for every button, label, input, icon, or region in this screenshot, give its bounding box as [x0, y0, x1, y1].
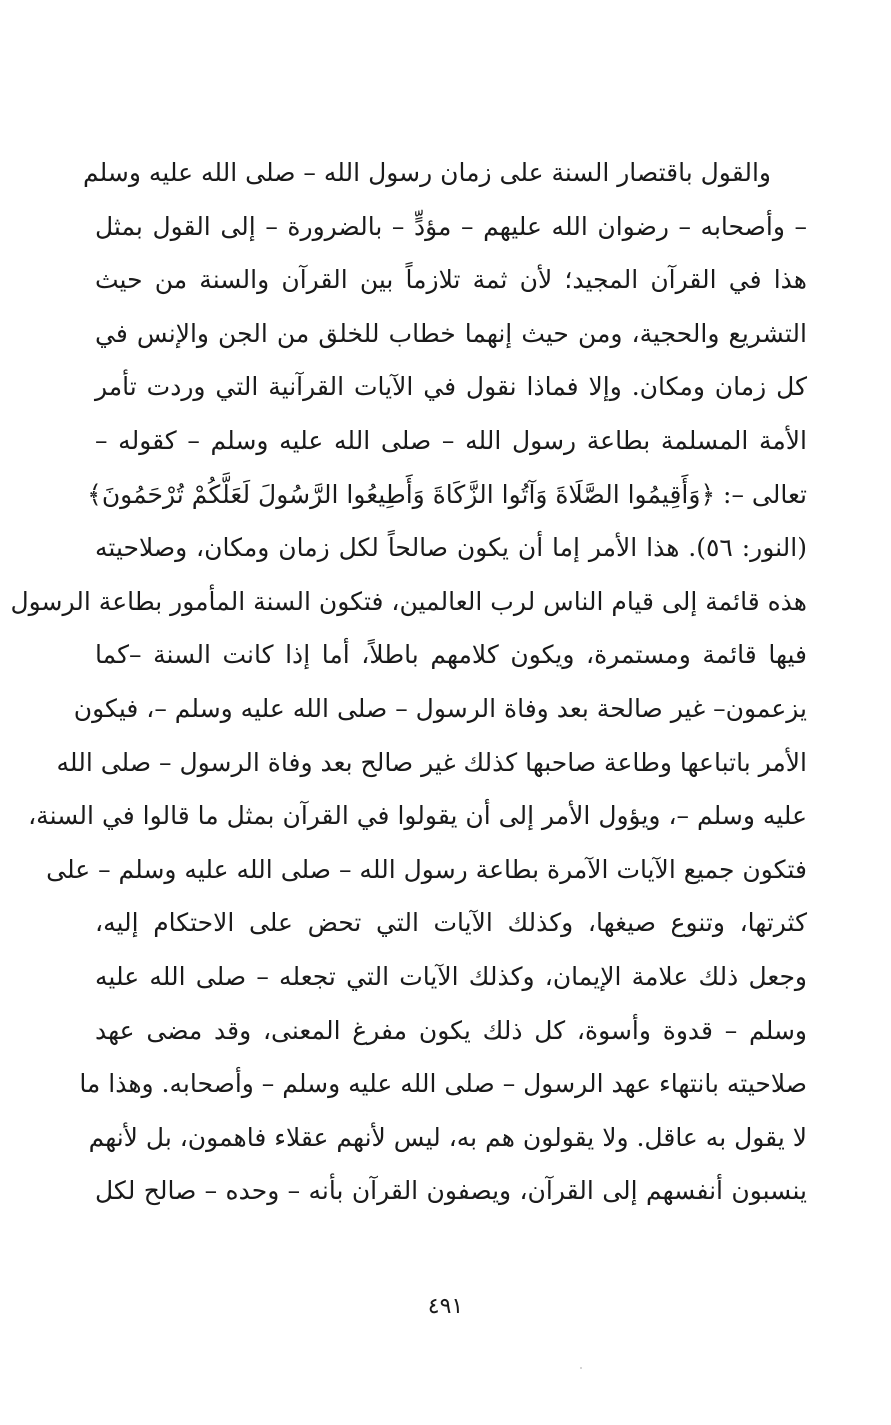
text-line: يزعمون– غير صالحة بعد وفاة الرسول – صلى الله عليه وسلم –، فيكون: [73, 693, 807, 723]
text-line: وسلم – قدوة وأسوة، كل ذلك يكون مفرغ المعنى، وقد مضى عهد: [95, 1015, 807, 1045]
text-line: عليه وسلم –، ويؤول الأمر إلى أن يقولوا في القرآن بمثل ما قالوا في السنة،: [28, 801, 807, 831]
text-line: والقول باقتصار السنة على زمان رسول الله – صلى الله عليه وسلم: [82, 158, 771, 187]
text-line: التشريع والحجية، ومن حيث إنهما خطاب للخلق من الجن والإنس في: [95, 318, 807, 348]
text-line: ينسبون أنفسهم إلى القرآن، ويصفون القرآن بأنه – وحده – صالح لكل: [95, 1176, 807, 1206]
body-text: [10, 146, 807, 1218]
scan-speck: [580, 1367, 582, 1369]
text-line: هذا في القرآن المجيد؛ لأن ثمة تلازماً بين القرآن والسنة من حيث: [95, 265, 807, 295]
text-line: فتكون جميع الآيات الآمرة بطاعة رسول الله – صلى الله عليه وسلم – على: [46, 854, 807, 884]
text-line: الأمر باتباعها وطاعة صاحبها كذلك غير صالح بعد وفاة الرسول – صلى الله: [56, 747, 807, 777]
text-line: كل زمان ومكان. وإلا فماذا نقول في الآيات القرآنية التي وردت تأمر: [95, 372, 807, 402]
text-line: – وأصحابه – رضوان الله عليهم – مؤدٍّ – بالضرورة – إلى القول بمثل: [95, 211, 807, 241]
text-line: وجعل ذلك علامة الإيمان، وكذلك الآيات التي تجعله – صلى الله عليه: [95, 961, 807, 991]
text-line: لا يقول به عاقل. ولا يقولون هم به، ليس لأنهم عقلاء فاهمون، بل لأنهم: [88, 1122, 807, 1152]
text-line: صلاحيته بانتهاء عهد الرسول – صلى الله عليه وسلم – وأصحابه. وهذا ما: [79, 1069, 807, 1099]
page-number: ٤٩١: [427, 1294, 464, 1319]
text-line: كثرتها، وتنوع صيغها، وكذلك الآيات التي تحض على الاحتكام إليه،: [95, 908, 807, 938]
text-line: فيها قائمة ومستمرة، ويكون كلامهم باطلاً، أما إذا كانت السنة –كما: [95, 640, 807, 670]
quran-verse-line: تعالى –: ﴿وَأَقِيمُوا الصَّلَاةَ وَآتُوا الزَّكَاةَ وَأَطِيعُوا الرَّسُولَ لَعَلَّكُمْ تُرْحَمُونَ﴾: [87, 479, 807, 509]
text-line: (النور: ٥٦). هذا الأمر إما أن يكون صالحاً لكل زمان ومكان، وصلاحيته: [95, 533, 807, 563]
text-line: هذه قائمة إلى قيام الناس لرب العالمين، فتكون السنة المأمور بطاعة الرسول: [10, 586, 807, 616]
text-line: الأمة المسلمة بطاعة رسول الله – صلى الله عليه وسلم – كقوله –: [95, 425, 807, 455]
